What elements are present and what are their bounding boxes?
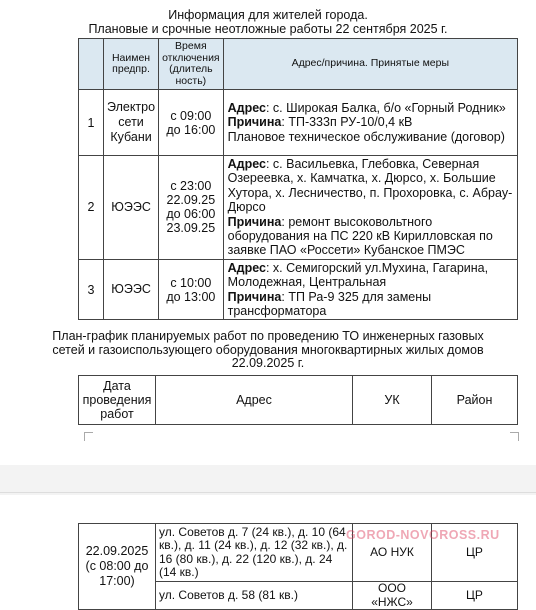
plan-title [0, 330, 536, 371]
note-text: Плановое техническое обслуживание (договор) [227, 129, 505, 144]
header-district: Район [432, 376, 518, 425]
row-org: Электро сети Кубани [104, 90, 159, 156]
row-time: с 09:00 до 16:00 [159, 90, 224, 156]
row-org: ЮЭЭС [104, 259, 159, 320]
header-address: Адрес [156, 376, 353, 425]
outage-table-header [79, 39, 518, 90]
site-watermark: GOROD-NOVOROSS.RU [346, 528, 500, 542]
row-address: ул. Советов д. 58 (81 кв.) [156, 582, 353, 610]
plan-table-header [78, 375, 518, 425]
page-corner-mark [510, 432, 519, 441]
reason-text: : ТП-333п РУ-10/0,4 кВ [281, 115, 413, 130]
row-addr [223, 259, 517, 320]
doc-title: Информация для жителей города. [168, 8, 368, 22]
row-district: ЦР [432, 582, 518, 610]
addr-label: Адрес [227, 100, 266, 115]
reason-label: Причина [227, 214, 282, 229]
header-org: Наимен предпр. [104, 39, 159, 90]
addr-label: Адрес [227, 260, 266, 275]
addr-text: : с. Широкая Балка, б/о «Горный Родник» [265, 100, 506, 115]
table-row [79, 259, 518, 320]
reason-text: : ремонт высоковольтного оборудования на ПС 220 кВ Кирилловская по заявке ПАО «Россети» Кубанское ПМЭС [227, 214, 493, 258]
reason-label: Причина [227, 289, 282, 304]
row-addr [223, 90, 517, 156]
page-break [0, 465, 536, 495]
row-org: ЮЭЭС [104, 156, 159, 260]
addr-text: : с. Васильевка, Глебовка, Северная Озереевка, х. Камчатка, х. Дюрсо, х. Большие Хутора, х. Лесничество, п. Прохоровка, с. Абрау-Дюрсо [227, 157, 513, 215]
plan-title-text: План-график планируемых работ по проведению ТО инженерных газовых сетей и газоиспользующего оборудования многоквартирных жилых домов 22.09.2025 г. [52, 329, 484, 370]
outage-table [78, 38, 518, 320]
row-num: 3 [79, 259, 104, 320]
reason-label: Причина [227, 115, 282, 130]
reason-text: : ТП Ра-9 325 для замены трансформатора [227, 289, 432, 319]
header-date: Дата проведения работ [79, 376, 156, 425]
page-break-line [0, 492, 536, 493]
table-row [79, 156, 518, 260]
page-corner-mark [84, 432, 93, 441]
row-district: ЦР [432, 524, 518, 582]
row-date: 22.09.2025 (с 08:00 до 17:00) [79, 524, 156, 610]
row-num: 2 [79, 156, 104, 260]
header-addr: Адрес/причина. Принятые меры [223, 39, 517, 90]
row-uk: ООО «НЖС» [353, 582, 432, 610]
row-num: 1 [79, 90, 104, 156]
header-time: Время отключения (длитель ность) [159, 39, 224, 90]
row-time: с 23:00 22.09.25 до 06:00 23.09.25 [159, 156, 224, 260]
header-num [79, 39, 104, 90]
plan-header-row [79, 376, 518, 425]
addr-text: : х. Семигорский ул.Мухина, Гагарина, Молодежная, Центральная [227, 260, 489, 290]
row-address: ул. Советов д. 7 (24 кв.), д. 10 (64 кв.), д. 11 (24 кв.), д. 12 (32 кв.), д. 16 (80 кв.), д. 22 (120 кв.), д. 24 (14 кв.) [156, 524, 353, 582]
header-uk: УК [353, 376, 432, 425]
doc-subtitle: Плановые и срочные неотложные работы 22 сентября 2025 г. [88, 22, 448, 36]
table-row [79, 90, 518, 156]
row-uk: АО НУК [353, 524, 432, 582]
addr-label: Адрес [227, 157, 266, 171]
row-addr [223, 156, 517, 260]
row-time: с 10:00 до 13:00 [159, 259, 224, 320]
